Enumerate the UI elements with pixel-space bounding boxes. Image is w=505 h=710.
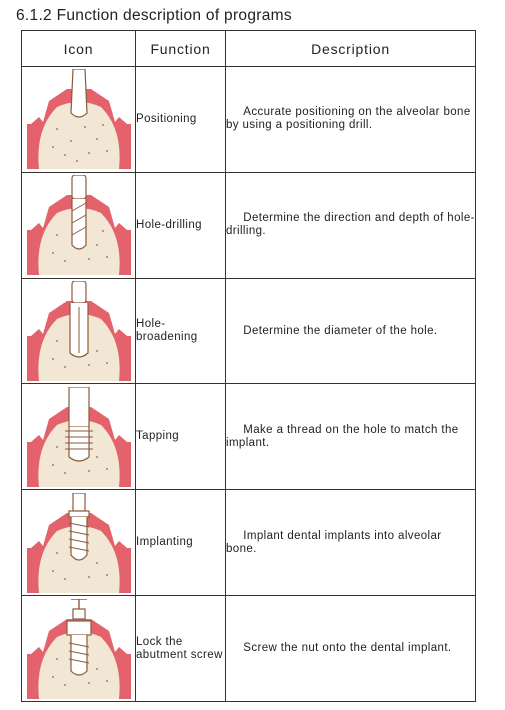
header-function: Function: [136, 31, 226, 67]
icon-cell: [22, 278, 136, 384]
header-description: Description: [226, 31, 476, 67]
function-name: Tapping: [136, 384, 226, 490]
icon-cell: [22, 67, 136, 173]
implanting-icon: [27, 493, 131, 593]
hole-drilling-icon: [27, 175, 131, 275]
table-row: [22, 596, 476, 702]
table-row: [22, 490, 476, 596]
function-name: Implanting: [136, 490, 226, 596]
function-description: Determine the diameter of the hole.: [226, 278, 476, 384]
function-description: Make a thread on the hole to match the implant.: [226, 384, 476, 490]
table-row: [22, 67, 476, 173]
function-description: Implant dental implants into alveolar bone.: [226, 490, 476, 596]
function-name: Hole-broadening: [136, 278, 226, 384]
table-header-row: [22, 31, 476, 67]
function-name: Positioning: [136, 67, 226, 173]
function-table: [21, 30, 476, 702]
icon-cell: [22, 384, 136, 490]
section-title: 6.1.2 Function description of programs: [16, 7, 292, 24]
tapping-icon: [27, 387, 131, 487]
icon-cell: [22, 596, 136, 702]
table-row: [22, 172, 476, 278]
function-description: Screw the nut onto the dental implant.: [226, 596, 476, 702]
header-icon: Icon: [22, 31, 136, 67]
icon-cell: [22, 172, 136, 278]
hole-broadening-icon: [27, 281, 131, 381]
function-name: Lock the abutment screw: [136, 596, 226, 702]
function-name: Hole-drilling: [136, 172, 226, 278]
function-description: Determine the direction and depth of hole-drilling.: [226, 172, 476, 278]
function-description: Accurate positioning on the alveolar bone by using a positioning drill.: [226, 67, 476, 173]
table-row: [22, 278, 476, 384]
positioning-drill-icon: [27, 69, 131, 169]
icon-cell: [22, 490, 136, 596]
table-row: [22, 384, 476, 490]
abutment-screw-icon: [27, 599, 131, 699]
